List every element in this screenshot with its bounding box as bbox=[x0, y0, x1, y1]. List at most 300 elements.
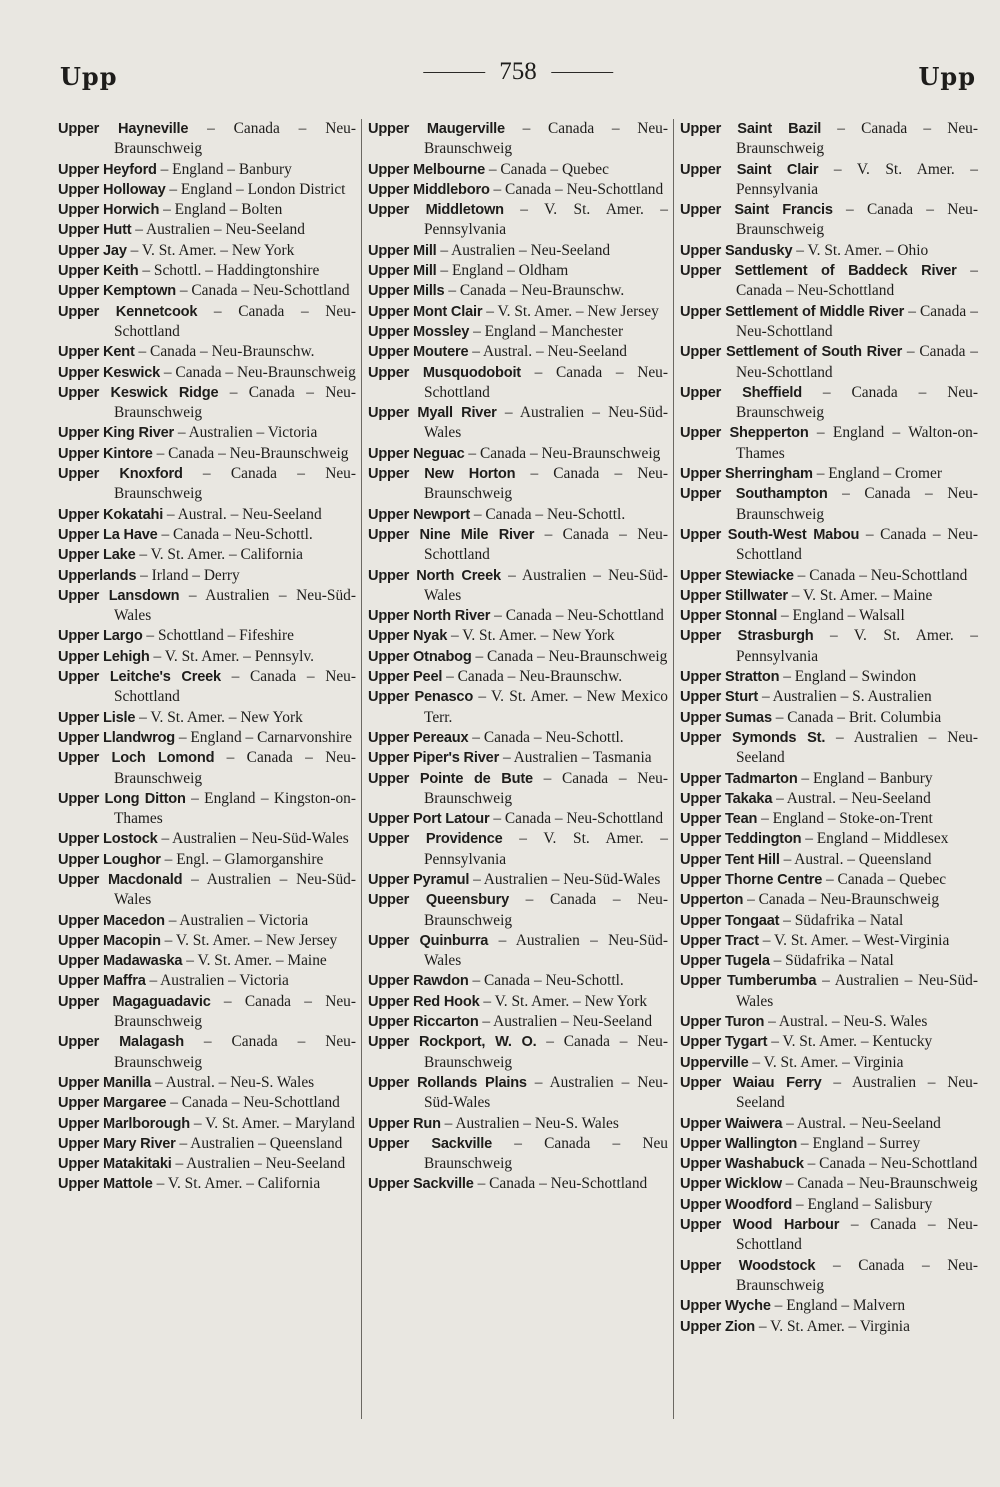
place-name: Upper Tygart bbox=[680, 1034, 768, 1051]
place-location: – V. St. Amer. – Pennsylvania bbox=[736, 160, 978, 198]
place-location: – England – Swindon bbox=[783, 668, 917, 686]
place-location: – Canada – Neu-Braunschweig bbox=[163, 363, 356, 381]
gazetteer-entry bbox=[58, 667, 356, 708]
gazetteer-entry bbox=[58, 119, 356, 160]
gazetteer-entry bbox=[58, 586, 356, 627]
place-name: Upper Lisle bbox=[58, 709, 136, 726]
place-name: Upper Rockport, W. O. bbox=[368, 1034, 537, 1051]
place-location: – Canada – Neu-Schottland bbox=[736, 262, 978, 300]
place-location: – V. St. Amer. – Virginia bbox=[752, 1053, 904, 1071]
place-location: – Austral. – Queensland bbox=[783, 850, 932, 868]
place-location: – Australien – Neu-Süd-Wales bbox=[736, 972, 978, 1010]
place-name: Upper Kemptown bbox=[58, 283, 177, 300]
place-location: – V. St. Amer. – West-Virginia bbox=[762, 931, 950, 949]
gazetteer-entry bbox=[368, 241, 668, 261]
place-name: Upper Llandwrog bbox=[58, 729, 175, 746]
place-name: Upper Largo bbox=[58, 628, 143, 645]
gazetteer-entry bbox=[58, 444, 356, 464]
place-name: Upper Keith bbox=[58, 263, 139, 280]
place-name: Upper Run bbox=[368, 1115, 441, 1132]
gazetteer-entry bbox=[680, 1296, 978, 1316]
place-name: Upper Lehigh bbox=[58, 648, 150, 665]
gazetteer-entry bbox=[58, 1154, 356, 1174]
place-name: Upper Tumberumba bbox=[680, 973, 817, 990]
place-location: – Canada – Neu-Braunschweig bbox=[114, 465, 356, 503]
gazetteer-entry bbox=[368, 829, 668, 870]
place-location: – England – Cromer bbox=[816, 465, 942, 483]
gazetteer-entry bbox=[58, 870, 356, 911]
gazetteer-entry bbox=[368, 1134, 668, 1175]
place-location: – England – Salisbury bbox=[795, 1195, 933, 1213]
gazetteer-entry bbox=[368, 647, 668, 667]
place-name: Upper Matakitaki bbox=[58, 1156, 172, 1173]
place-location: – Canada – Neu-Braunschweig bbox=[156, 444, 349, 462]
gazetteer-entry bbox=[680, 728, 978, 769]
gazetteer-entry bbox=[58, 1134, 356, 1154]
gazetteer-entry bbox=[680, 687, 978, 707]
place-name: Upper Pyramul bbox=[368, 871, 470, 888]
place-location: – V. St. Amer. – Virginia bbox=[758, 1317, 910, 1335]
place-name: Upper Musquodoboit bbox=[368, 364, 521, 381]
place-location: – V. St. Amer. – New Jersey bbox=[486, 302, 659, 320]
column-2 bbox=[368, 119, 668, 1429]
place-location: – Canada – Neu-Schottland bbox=[797, 566, 968, 584]
gazetteer-entry bbox=[680, 1073, 978, 1114]
place-name: Upper Neguac bbox=[368, 445, 465, 462]
gazetteer-entry bbox=[58, 363, 356, 383]
gazetteer-entry bbox=[58, 525, 356, 545]
gazetteer-entry bbox=[58, 180, 356, 200]
gazetteer-entry bbox=[368, 261, 668, 281]
place-location: – Canada – Neu-Braunschweig bbox=[114, 1033, 356, 1071]
place-location: – Canada – Neu-Braunschweig bbox=[736, 485, 978, 523]
place-location: – Schottl. – Haddingtonshire bbox=[142, 262, 320, 280]
gazetteer-entry bbox=[368, 769, 668, 810]
place-name: Upper Mossley bbox=[368, 323, 470, 340]
place-name: Upper Washabuck bbox=[680, 1156, 804, 1173]
place-location: – Australien – Neu-S. Wales bbox=[444, 1114, 619, 1132]
place-name: Upper North Creek bbox=[368, 567, 501, 584]
place-name: Upper Wicklow bbox=[680, 1176, 782, 1193]
gazetteer-entry bbox=[368, 403, 668, 444]
gazetteer-entry bbox=[680, 241, 978, 261]
place-location: – Canada – Neu-Braunschw. bbox=[448, 282, 625, 300]
place-name: Upper Tract bbox=[680, 932, 759, 949]
gazetteer-entry bbox=[368, 748, 668, 768]
place-location: – Canada – Neu-Schottl. bbox=[473, 505, 626, 523]
gazetteer-columns bbox=[58, 119, 978, 1429]
place-location: – Australien – Tasmania bbox=[502, 749, 652, 767]
place-name: Upper Madawaska bbox=[58, 953, 183, 970]
place-location: – V. St. Amer. – Maryland bbox=[193, 1114, 355, 1132]
place-location: – England – Kingston-on-Thames bbox=[114, 789, 356, 828]
place-name: Upper Sackville bbox=[368, 1176, 474, 1193]
place-name: Upper Manilla bbox=[58, 1074, 152, 1091]
place-name: Upper Wood Harbour bbox=[680, 1217, 840, 1234]
place-location: – Canada – Neu-Braunschweig bbox=[736, 120, 978, 158]
place-location: – V. St. Amer. – Pennsylvania bbox=[424, 830, 668, 868]
place-location: – Canada – Neu-Braunschw. bbox=[138, 343, 315, 361]
place-location: – V. St. Amer. – California bbox=[139, 546, 303, 564]
place-name: Upper Lake bbox=[58, 547, 136, 564]
running-head-left: Upp bbox=[60, 62, 118, 91]
gazetteer-entry bbox=[368, 1032, 668, 1073]
gazetteer-entry bbox=[368, 687, 668, 728]
gazetteer-entry bbox=[680, 809, 978, 829]
place-name: Upper Long Ditton bbox=[58, 790, 186, 807]
gazetteer-entry bbox=[680, 708, 978, 728]
place-location: – Austral. – Neu-Seeland bbox=[472, 343, 627, 361]
place-name: Upper Marlborough bbox=[58, 1115, 190, 1132]
place-location: – Austral. – Neu-Seeland bbox=[166, 505, 322, 523]
place-name: Upper Riccarton bbox=[368, 1014, 479, 1031]
place-name: Upper Waiwera bbox=[680, 1115, 783, 1132]
gazetteer-entry bbox=[58, 545, 356, 565]
place-name: Upper Pointe de Bute bbox=[368, 770, 533, 787]
gazetteer-entry bbox=[58, 992, 356, 1033]
gazetteer-entry bbox=[680, 667, 978, 687]
place-name: Upper Penasco bbox=[368, 689, 474, 706]
place-name: Upper Kokatahi bbox=[58, 506, 164, 523]
gazetteer-entry bbox=[58, 423, 356, 443]
gazetteer-entry bbox=[680, 971, 978, 1012]
place-location: – England – Oldham bbox=[440, 262, 569, 280]
gazetteer-entry bbox=[368, 160, 668, 180]
gazetteer-entry bbox=[680, 383, 978, 424]
gazetteer-entry bbox=[368, 626, 668, 646]
place-location: – England – Malvern bbox=[774, 1297, 906, 1315]
gazetteer-entry bbox=[368, 566, 668, 607]
place-name: Upper Newport bbox=[368, 506, 470, 523]
place-name: Upper Strasburgh bbox=[680, 628, 814, 645]
place-location: – Canada – Neu-Schottland bbox=[494, 607, 664, 625]
place-name: Upper Maugerville bbox=[368, 121, 505, 137]
page-number-block bbox=[423, 58, 613, 86]
place-name: Upper Sumas bbox=[680, 709, 772, 726]
place-name: Upper Takaka bbox=[680, 790, 773, 807]
gazetteer-entry bbox=[368, 606, 668, 626]
place-name: Upper Sherringham bbox=[680, 466, 813, 483]
place-location: – V. St. Amer. – Pennsylvania bbox=[736, 627, 978, 665]
place-name: Upper Providence bbox=[368, 831, 503, 848]
place-name: Upper Woodford bbox=[680, 1196, 793, 1213]
place-name: Upperlands bbox=[58, 567, 137, 584]
gazetteer-entry bbox=[368, 728, 668, 748]
gazetteer-entry bbox=[680, 302, 978, 343]
place-location: – Canada – Neu-Schottland bbox=[736, 525, 978, 564]
place-location: – Canada – Neu-Schottland bbox=[736, 302, 978, 340]
place-location: – Australien – Neu-Seeland bbox=[440, 241, 611, 259]
place-location: – V. St. Amer. – New York bbox=[139, 708, 303, 726]
gazetteer-entry bbox=[368, 200, 668, 241]
gazetteer-entry bbox=[680, 200, 978, 241]
place-name: Upper Macedon bbox=[58, 912, 165, 929]
place-location: – Canada – Quebec bbox=[826, 870, 947, 888]
gazetteer-entry bbox=[680, 1256, 978, 1297]
gazetteer-entry bbox=[368, 342, 668, 362]
place-location: – Canada – Neu-Braunschweig bbox=[424, 465, 668, 503]
place-name: Upper Turon bbox=[680, 1014, 765, 1031]
place-location: – Australien – Neu-Seeland bbox=[135, 221, 305, 239]
place-location: – V. St. Amer. – Pennsylvania bbox=[424, 201, 668, 239]
gazetteer-entry bbox=[680, 1053, 978, 1073]
place-name: Upper Tongaat bbox=[680, 912, 780, 929]
place-location: – Australien – Victoria bbox=[149, 972, 289, 990]
gazetteer-entry bbox=[680, 870, 978, 890]
gazetteer-entry bbox=[58, 160, 356, 180]
place-name: Upper Horwich bbox=[58, 202, 160, 219]
place-location: – England – Walton-on-Thames bbox=[736, 424, 978, 462]
place-location: – England – Banbury bbox=[801, 769, 933, 787]
gazetteer-entry bbox=[368, 870, 668, 890]
place-location: – England – Surrey bbox=[800, 1134, 921, 1152]
place-location: – England – London District bbox=[169, 180, 346, 198]
gazetteer-entry bbox=[58, 748, 356, 789]
place-location: – Canada – Neu-Schottland bbox=[170, 1094, 340, 1112]
place-name: Upper Mattole bbox=[58, 1176, 153, 1193]
place-location: – Australien – Neu-Süd-Wales bbox=[473, 870, 661, 888]
gazetteer-entry bbox=[368, 1174, 668, 1194]
place-location: – Austral. – Neu-Seeland bbox=[776, 789, 931, 807]
place-name: Upper Settlement of Middle River bbox=[680, 303, 905, 320]
place-location: – V. St. Amer. – Ohio bbox=[796, 241, 929, 259]
place-name: Upper Kennetcook bbox=[58, 303, 198, 320]
place-location: – Canada – Neu-Braunschweig bbox=[736, 1256, 978, 1294]
place-name: Upper Stillwater bbox=[680, 587, 788, 604]
place-name: Upper Keswick Ridge bbox=[58, 384, 219, 401]
place-location: – Canada – Neu-Schottland bbox=[114, 302, 356, 340]
place-location: – England – Manchester bbox=[473, 322, 624, 340]
place-name: Upper Sheffield bbox=[680, 384, 802, 401]
place-name: Upper Sandusky bbox=[680, 242, 793, 259]
place-name: Upper Mary River bbox=[58, 1135, 176, 1152]
place-name: Upper Saint Francis bbox=[680, 202, 833, 219]
gazetteer-entry bbox=[368, 322, 668, 342]
place-location: – England – Banbury bbox=[160, 160, 292, 178]
place-name: Upper Kent bbox=[58, 344, 135, 361]
gazetteer-entry bbox=[58, 566, 356, 586]
place-name: Upper Kintore bbox=[58, 445, 153, 462]
place-location: – V. St. Amer. – Maine bbox=[791, 586, 933, 604]
gazetteer-entry bbox=[368, 1114, 668, 1134]
place-name: Upper Shepperton bbox=[680, 425, 809, 442]
gazetteer-entry bbox=[680, 1195, 978, 1215]
place-name: Upperville bbox=[680, 1054, 749, 1071]
gazetteer-entry bbox=[58, 220, 356, 240]
place-name: Upper Macopin bbox=[58, 932, 161, 949]
gazetteer-entry bbox=[58, 505, 356, 525]
place-name: Upper Waiau Ferry bbox=[680, 1074, 822, 1091]
place-name: Upper King River bbox=[58, 425, 175, 442]
place-name: Upperton bbox=[680, 892, 744, 909]
place-location: – Canada – Neu-Braunschweig bbox=[424, 1033, 668, 1071]
place-name: Upper Mill bbox=[368, 242, 437, 259]
gazetteer-entry bbox=[680, 464, 978, 484]
place-name: Upper Settlement of South River bbox=[680, 344, 903, 361]
place-name: Upper Heyford bbox=[58, 161, 157, 178]
gazetteer-entry bbox=[680, 951, 978, 971]
gazetteer-entry bbox=[680, 931, 978, 951]
place-location: – Engl. – Glamorganshire bbox=[164, 850, 324, 868]
place-location: – Canada – Neu-Schottl. bbox=[161, 525, 313, 543]
place-location: – Australien – Neu-Seeland bbox=[482, 1013, 653, 1031]
gazetteer-entry bbox=[368, 302, 668, 322]
gazetteer-entry bbox=[680, 1215, 978, 1256]
place-location: – Australien – Neu-Süd-Wales bbox=[424, 566, 668, 604]
place-location: – Canada – Neu-Braunschweig bbox=[424, 120, 668, 158]
gazetteer-entry bbox=[680, 890, 978, 910]
place-name: Upper Stewiacke bbox=[680, 567, 794, 584]
place-name: Upper Red Hook bbox=[368, 993, 480, 1010]
gazetteer-entry bbox=[680, 525, 978, 566]
place-name: Upper Piper's River bbox=[368, 750, 500, 767]
gazetteer-entry bbox=[58, 1032, 356, 1073]
place-name: Upper Tugela bbox=[680, 953, 770, 970]
place-location: – Australien – Victoria bbox=[168, 911, 309, 929]
place-location: – England – Carnarvonshire bbox=[178, 728, 352, 746]
gazetteer-entry bbox=[58, 261, 356, 281]
place-name: Upper Magaguadavic bbox=[58, 993, 211, 1010]
place-name: Upper Hayneville bbox=[58, 121, 189, 137]
place-name: Upper Malagash bbox=[58, 1034, 184, 1051]
place-name: Upper Teddington bbox=[680, 831, 802, 848]
place-name: Upper Sackville bbox=[368, 1135, 493, 1152]
place-location: – Canada – Neu-Schottland bbox=[179, 282, 350, 300]
place-location: – Canada – Neu-Schottland bbox=[493, 810, 664, 828]
place-name: Upper Tean bbox=[680, 811, 758, 828]
gazetteer-entry bbox=[680, 566, 978, 586]
gazetteer-entry bbox=[680, 586, 978, 606]
place-location: – Australien – Neu-Süd-Wales bbox=[114, 586, 356, 625]
place-name: Upper Lansdown bbox=[58, 587, 180, 604]
place-location: – Australien – Neu-Süd-Wales bbox=[424, 1073, 668, 1112]
running-head-right: Upp bbox=[918, 62, 976, 91]
place-name: Upper Moutere bbox=[368, 344, 469, 361]
gazetteer-entry bbox=[680, 1134, 978, 1154]
place-location: – Canada – Neu-Braunschweig bbox=[747, 891, 940, 909]
place-location: – Australien – Neu-Süd-Wales bbox=[161, 830, 349, 848]
place-location: – Irland – Derry bbox=[140, 566, 240, 584]
gazetteer-entry bbox=[58, 281, 356, 301]
gazetteer-entry bbox=[680, 606, 978, 626]
place-name: Upper Holloway bbox=[58, 181, 166, 198]
column-divider-2 bbox=[673, 119, 674, 1419]
place-location: – Canada – Neu-Braunschweig bbox=[114, 749, 356, 787]
gazetteer-entry bbox=[368, 971, 668, 991]
place-name: Upper Settlement of Baddeck River bbox=[680, 263, 957, 280]
place-location: – Australien – Neu-Süd-Wales bbox=[424, 931, 668, 970]
gazetteer-entry bbox=[58, 1073, 356, 1093]
place-location: – England – Middlesex bbox=[805, 830, 949, 848]
place-location: – Canada – Neu-Schottl. bbox=[472, 972, 624, 990]
page-header bbox=[60, 58, 976, 98]
place-name: Upper Melbourne bbox=[368, 161, 485, 178]
place-name: Upper Rollands Plains bbox=[368, 1074, 527, 1091]
place-name: Upper Peel bbox=[368, 669, 443, 686]
place-name: Upper Tadmarton bbox=[680, 770, 798, 787]
place-name: Upper Knoxford bbox=[58, 466, 183, 483]
gazetteer-entry bbox=[58, 1174, 356, 1194]
place-location: – Australien – Neu-Süd-Wales bbox=[424, 404, 668, 442]
place-location: – V. St. Amer. – California bbox=[156, 1175, 321, 1193]
place-name: Upper Stratton bbox=[680, 669, 780, 686]
place-name: Upper Middletown bbox=[368, 202, 504, 219]
place-location: – Canada – Brit. Columbia bbox=[775, 708, 942, 726]
gazetteer-entry bbox=[680, 911, 978, 931]
gazetteer-entry bbox=[368, 505, 668, 525]
place-name: Upper Maffra bbox=[58, 973, 146, 990]
place-name: Upper Wallington bbox=[680, 1135, 798, 1152]
gazetteer-entry bbox=[58, 383, 356, 424]
place-name: Upper Jay bbox=[58, 242, 127, 259]
gazetteer-entry bbox=[58, 647, 356, 667]
place-location: – Canada – Quebec bbox=[488, 160, 609, 178]
place-location: – Canada – Neu-Braunschweig bbox=[114, 383, 356, 422]
gazetteer-entry bbox=[368, 119, 668, 160]
gazetteer-entry bbox=[368, 992, 668, 1012]
place-name: Upper Otnabog bbox=[368, 648, 472, 665]
gazetteer-entry bbox=[58, 302, 356, 343]
place-location: – V. St. Amer. – New Jersey bbox=[164, 931, 338, 949]
place-location: – Australien – Neu-Seeland bbox=[736, 1073, 978, 1112]
gazetteer-entry bbox=[368, 1073, 668, 1114]
gazetteer-entry bbox=[58, 789, 356, 830]
header-rule-left bbox=[423, 72, 485, 73]
place-location: – Canada – Neu-Braunschweig bbox=[468, 444, 661, 462]
column-1 bbox=[58, 119, 356, 1429]
place-location: – England – Stoke-on-Trent bbox=[761, 810, 933, 828]
place-name: Upper Nine Mile River bbox=[368, 526, 535, 543]
place-location: – England – Walsall bbox=[781, 607, 905, 625]
place-name: Upper Myall River bbox=[368, 405, 497, 422]
place-name: Upper Queensbury bbox=[368, 892, 509, 909]
place-name: Upper Loughor bbox=[58, 851, 161, 868]
place-name: Upper La Have bbox=[58, 526, 158, 543]
gazetteer-entry bbox=[58, 850, 356, 870]
place-location: – Canada – Neu-Braunschweig bbox=[114, 992, 356, 1031]
gazetteer-entry bbox=[680, 626, 978, 667]
place-name: Upper Leitche's Creek bbox=[58, 669, 221, 686]
gazetteer-entry bbox=[680, 769, 978, 789]
gazetteer-entry bbox=[58, 829, 356, 849]
place-name: Upper North River bbox=[368, 608, 491, 625]
place-location: – Australien – Neu-Seeland bbox=[175, 1155, 346, 1173]
gazetteer-entry bbox=[680, 261, 978, 302]
place-location: – V. St. Amer. – Pennsylv. bbox=[153, 647, 315, 665]
place-name: Upper Mill bbox=[368, 263, 437, 280]
gazetteer-entry bbox=[680, 1114, 978, 1134]
place-name: Upper Tent Hill bbox=[680, 851, 780, 868]
place-location: – Canada – Neu-Schottland bbox=[493, 180, 664, 198]
place-location: – England – Bolten bbox=[163, 201, 283, 219]
place-name: Upper Mont Clair bbox=[368, 303, 483, 320]
gazetteer-entry bbox=[368, 464, 668, 505]
gazetteer-entry bbox=[368, 444, 668, 464]
gazetteer-entry bbox=[368, 363, 668, 404]
gazetteer-entry bbox=[680, 829, 978, 849]
gazetteer-entry bbox=[58, 1114, 356, 1134]
gazetteer-entry bbox=[58, 1093, 356, 1113]
column-divider-1 bbox=[361, 119, 362, 1419]
place-location: – Südafrika – Natal bbox=[773, 952, 894, 970]
gazetteer-entry bbox=[680, 850, 978, 870]
place-location: – Canada – Neu-Schottland bbox=[424, 525, 668, 564]
gazetteer-entry bbox=[680, 1032, 978, 1052]
gazetteer-entry bbox=[680, 342, 978, 383]
place-name: Upper Saint Clair bbox=[680, 161, 819, 178]
gazetteer-entry bbox=[680, 160, 978, 201]
gazetteer-entry bbox=[58, 931, 356, 951]
